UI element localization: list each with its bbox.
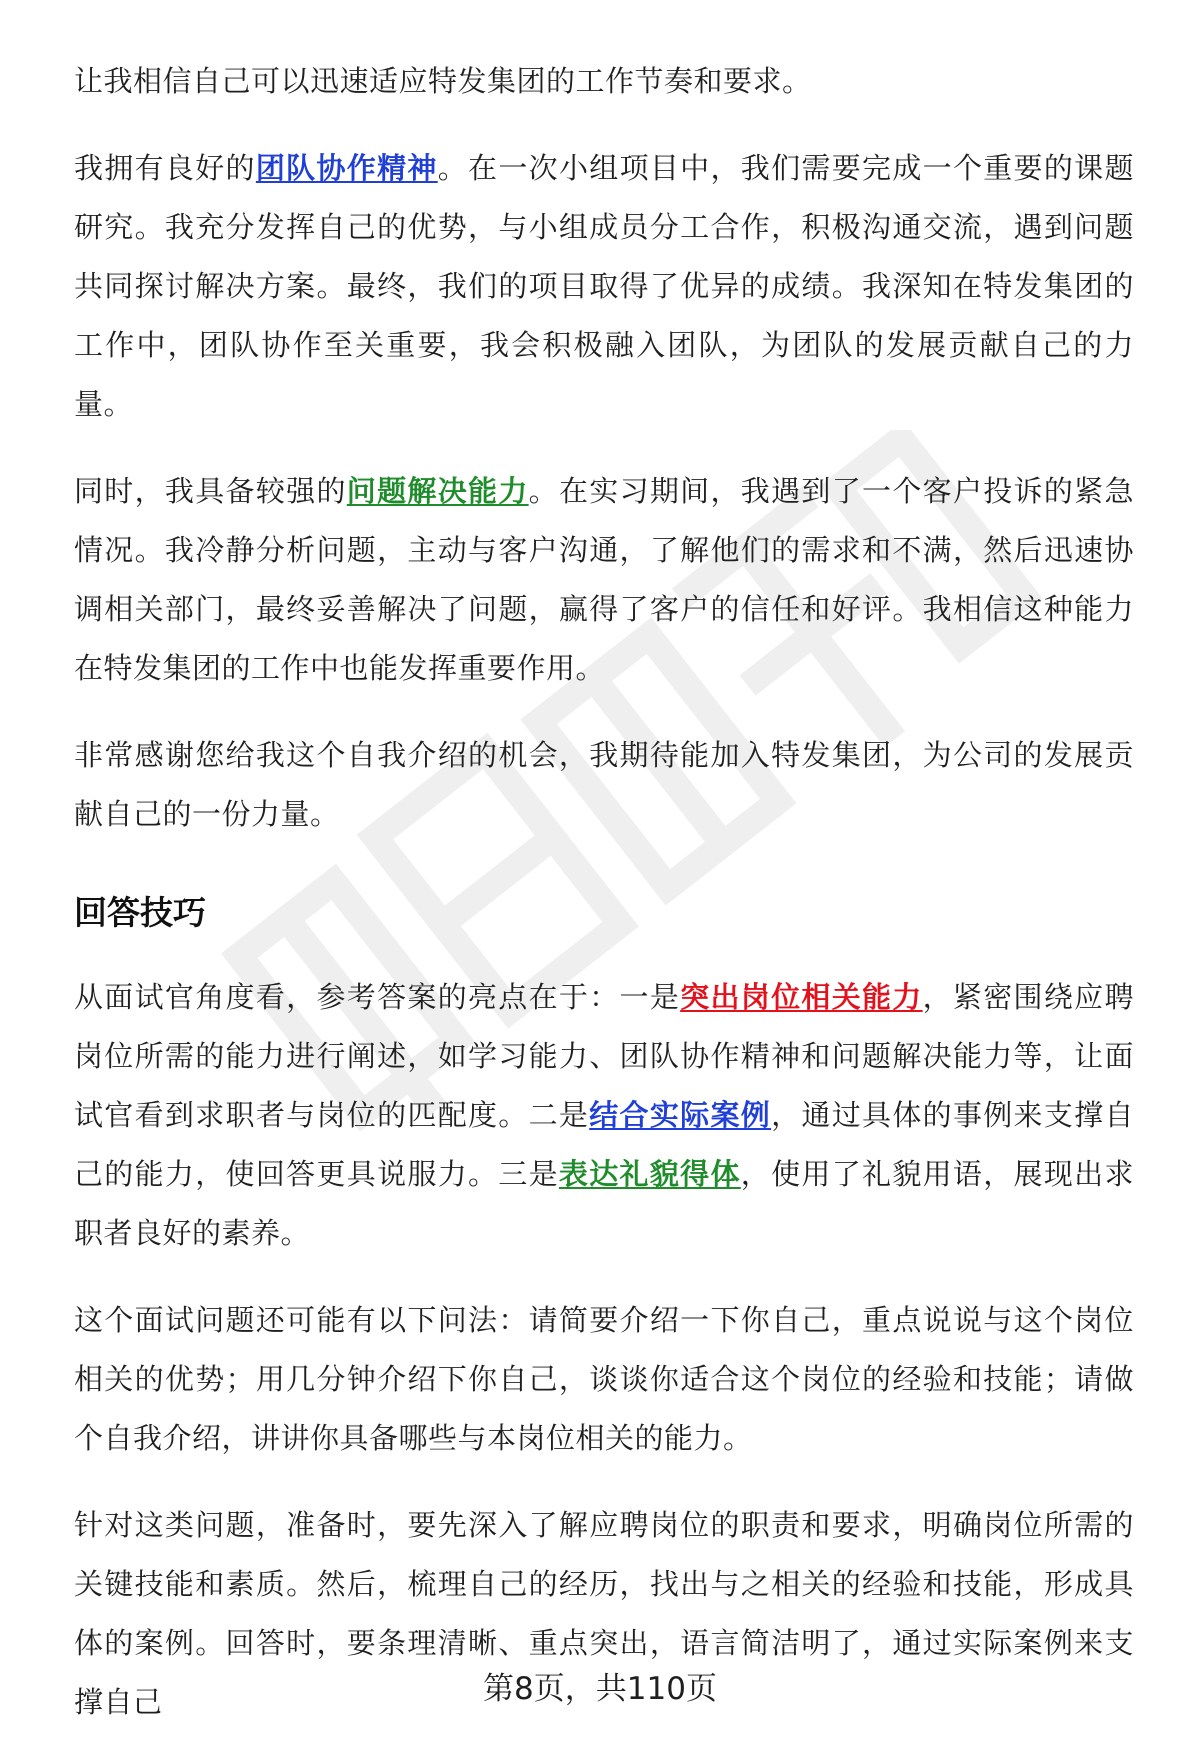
paragraph-1 bbox=[74, 52, 1134, 111]
paragraph-thanks bbox=[74, 726, 1134, 844]
paragraph-text: ，使用了礼貌用语，展现出求职者良好的素养。 bbox=[74, 1157, 1134, 1250]
paragraph-highlights bbox=[74, 968, 1134, 1263]
highlight-case-study: 结合实际案例 bbox=[589, 1098, 772, 1132]
paragraph-text: 。在一次小组项目中，我们需要完成一个重要的课题研究。我充分发挥自己的优势，与小组成员分工合作，积极沟通交流，遇到问题共同探讨解决方案。最终，我们的项目取得了优异的成绩。我深知在特发集团的工作中，团队协作至关重要，我会积极融入团队，为团队的发展贡献自己的力量。 bbox=[74, 151, 1134, 421]
paragraph-variants bbox=[74, 1291, 1134, 1468]
section-heading: 回答技巧 bbox=[74, 893, 206, 932]
paragraph-text: 针对这类问题，准备时，要先深入了解应聘岗位的职责和要求，明确岗位所需的关键技能和素质。然后，梳理自己的经历，找出与之相关的经验和技能，形成具体的案例。回答时，要条理清晰、重点突出，语言简洁明了，通过实际案例来支撑自己 bbox=[74, 1508, 1134, 1719]
paragraph-text: ，紧密围绕应聘岗位所需的能力进行阐述，如学习能力、团队协作精神和问题解决能力等，让面试官看到求职者与岗位的匹配度。二是 bbox=[74, 980, 1134, 1132]
paragraph-text: 。在实习期间，我遇到了一个客户投诉的紧急情况。我冷静分析问题，主动与客户沟通，了解他们的需求和不满，然后迅速协调相关部门，最终妥善解决了问题，赢得了客户的信任和好评。我相信这种能力在特发集团的工作中也能发挥重要作用。 bbox=[74, 474, 1134, 685]
highlight-problem-solving: 问题解决能力 bbox=[346, 474, 529, 508]
paragraph-text: 我拥有良好的 bbox=[74, 151, 256, 185]
highlight-teamwork: 团队协作精神 bbox=[255, 151, 438, 185]
paragraph-text: 非常感谢您给我这个自我介绍的机会，我期待能加入特发集团，为公司的发展贡献自己的一份力量。 bbox=[74, 738, 1134, 831]
highlight-polite-expression: 表达礼貌得体 bbox=[558, 1157, 741, 1191]
highlight-job-ability: 突出岗位相关能力 bbox=[680, 980, 923, 1014]
page-number: 第8页，共110页 bbox=[483, 1671, 717, 1707]
paragraph-text: 从面试官角度看，参考答案的亮点在于：一是 bbox=[74, 980, 681, 1014]
paragraph-text: 让我相信自己可以迅速适应特发集团的工作节奏和要求。 bbox=[74, 64, 812, 98]
paragraph-text: ，通过具体的事例来支撑自己的能力，使回答更具说服力。三是 bbox=[74, 1098, 1134, 1191]
document-body bbox=[74, 52, 1134, 1760]
paragraph-text: 这个面试问题还可能有以下问法：请简要介绍一下你自己，重点说说与这个岗位相关的优势；用几分钟介绍下你自己，谈谈你适合这个岗位的经验和技能；请做个自我介绍，讲讲你具备哪些与本岗位相关的能力。 bbox=[74, 1303, 1134, 1455]
paragraph-problem-solving bbox=[74, 462, 1134, 698]
paragraph-teamwork bbox=[74, 139, 1134, 434]
paragraph-text: 同时，我具备较强的 bbox=[74, 474, 347, 508]
